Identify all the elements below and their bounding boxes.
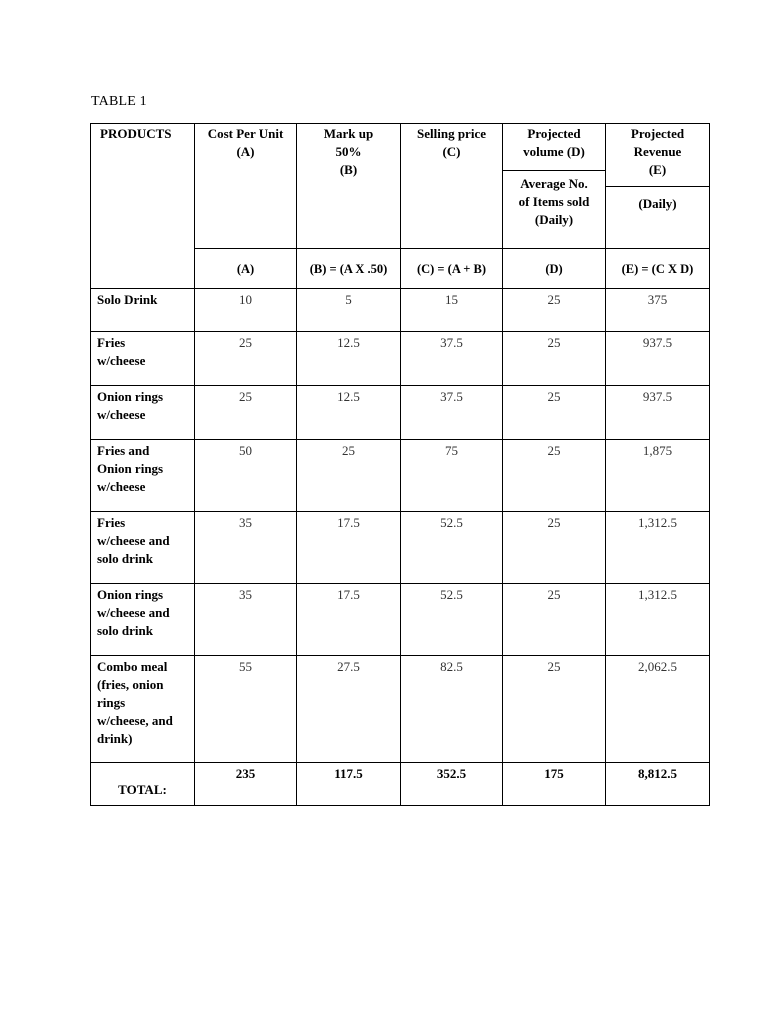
volume-cell: 25: [503, 332, 606, 386]
total-markup: 117.5: [297, 763, 401, 806]
revenue-cell: 375: [606, 289, 710, 332]
cost-cell: 35: [195, 512, 297, 584]
revenue-cell: 1,312.5: [606, 584, 710, 656]
header-volume-sub-line: Average No.: [520, 176, 588, 191]
header-revenue-line: Revenue: [633, 144, 682, 159]
formula-cell: (D): [503, 249, 606, 289]
header-markup-line: Mark up: [323, 126, 374, 141]
table-row: [91, 584, 710, 656]
selling-cell: 37.5: [401, 332, 503, 386]
selling-cell: 52.5: [401, 584, 503, 656]
product-name-line: Combo meal: [97, 659, 168, 674]
formula-cell: (E) = (C X D): [606, 249, 710, 289]
header-revenue-line: (E): [648, 162, 667, 177]
volume-cell: 25: [503, 512, 606, 584]
markup-cell: 27.5: [297, 656, 401, 763]
total-selling: 352.5: [401, 763, 503, 806]
table-row: [91, 386, 710, 440]
product-name-line: w/cheese, and: [97, 713, 173, 728]
revenue-cell: 2,062.5: [606, 656, 710, 763]
revenue-cell: 937.5: [606, 332, 710, 386]
formula-cell: (C) = (A + B): [401, 249, 503, 289]
product-name-line: (fries, onion: [97, 677, 164, 692]
header-volume: [503, 124, 606, 249]
product-name: [91, 289, 195, 332]
revenue-cell: 1,312.5: [606, 512, 710, 584]
volume-cell: 25: [503, 656, 606, 763]
cost-cell: 35: [195, 584, 297, 656]
markup-cell: 5: [297, 289, 401, 332]
product-name: [91, 512, 195, 584]
total-row: [91, 763, 710, 806]
selling-cell: 75: [401, 440, 503, 512]
total-revenue: 8,812.5: [606, 763, 710, 806]
total-label: TOTAL:: [91, 763, 195, 806]
header-volume-line: Projected: [527, 126, 581, 141]
header-selling-line: (C): [442, 144, 461, 159]
markup-cell: 12.5: [297, 332, 401, 386]
header-markup-line: (B): [339, 162, 358, 177]
selling-cell: 52.5: [401, 512, 503, 584]
header-selling: [401, 124, 503, 249]
product-name-line: w/cheese and: [97, 605, 170, 620]
header-products: [91, 124, 195, 289]
header-volume-line: volume (D): [523, 144, 585, 159]
header-cost-line: (A): [236, 144, 255, 159]
product-name-line: Solo Drink: [97, 292, 158, 307]
header-revenue-line: Projected: [630, 126, 685, 141]
table-row: [91, 289, 710, 332]
cost-cell: 10: [195, 289, 297, 332]
product-name-line: w/cheese: [97, 479, 146, 494]
product-name-line: Onion rings: [97, 389, 164, 404]
header-row: [91, 124, 710, 249]
table-row: [91, 512, 710, 584]
selling-cell: 15: [401, 289, 503, 332]
cost-cell: 25: [195, 332, 297, 386]
header-markup: [297, 124, 401, 249]
total-cost: 235: [195, 763, 297, 806]
volume-cell: 25: [503, 584, 606, 656]
header-revenue: [606, 124, 710, 249]
total-volume: 175: [503, 763, 606, 806]
product-name: [91, 440, 195, 512]
header-selling-line: Selling price: [417, 126, 486, 141]
product-name-line: Onion rings: [97, 587, 164, 602]
revenue-cell: 1,875: [606, 440, 710, 512]
product-name-line: Fries: [97, 515, 126, 530]
cost-cell: 55: [195, 656, 297, 763]
volume-cell: 25: [503, 289, 606, 332]
markup-cell: 12.5: [297, 386, 401, 440]
volume-cell: 25: [503, 440, 606, 512]
product-name-line: rings: [97, 695, 126, 710]
pricing-table: [90, 123, 710, 806]
selling-cell: 37.5: [401, 386, 503, 440]
cost-cell: 50: [195, 440, 297, 512]
table-row: [91, 332, 710, 386]
header-cost-line: Cost Per Unit: [207, 126, 284, 141]
volume-cell: 25: [503, 386, 606, 440]
header-products-label: PRODUCTS: [100, 126, 172, 141]
product-name: [91, 656, 195, 763]
revenue-cell: 937.5: [606, 386, 710, 440]
product-name-line: w/cheese: [97, 407, 146, 422]
selling-cell: 82.5: [401, 656, 503, 763]
product-name-line: w/cheese: [97, 353, 146, 368]
product-name-line: solo drink: [97, 623, 153, 638]
header-volume-sub-line: (Daily): [534, 212, 574, 227]
header-revenue-sub-line: (Daily): [638, 196, 677, 211]
table-row: [91, 656, 710, 763]
markup-cell: 25: [297, 440, 401, 512]
product-name-line: Onion rings: [97, 461, 164, 476]
formula-cell: (A): [195, 249, 297, 289]
header-markup-line: 50%: [335, 144, 362, 159]
header-volume-sub-line: of Items sold: [518, 194, 590, 209]
table-row: [91, 440, 710, 512]
product-name-line: Fries and: [97, 443, 150, 458]
cost-cell: 25: [195, 386, 297, 440]
table-title: TABLE 1: [91, 94, 147, 109]
header-cost: [195, 124, 297, 249]
markup-cell: 17.5: [297, 512, 401, 584]
product-name-line: drink): [97, 731, 133, 746]
product-name: [91, 584, 195, 656]
product-name-line: solo drink: [97, 551, 153, 566]
product-name: [91, 332, 195, 386]
product-name: [91, 386, 195, 440]
product-name-line: Fries: [97, 335, 126, 350]
markup-cell: 17.5: [297, 584, 401, 656]
product-name-line: w/cheese and: [97, 533, 170, 548]
formula-cell: (B) = (A X .50): [297, 249, 401, 289]
